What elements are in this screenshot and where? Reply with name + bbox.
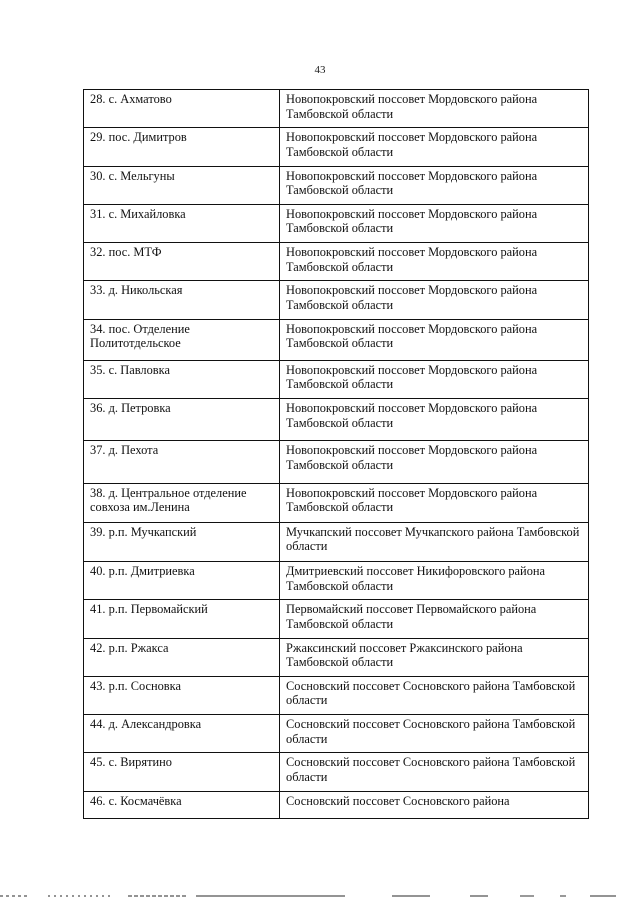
settlement-cell: 30. с. Мельгуны xyxy=(84,166,280,204)
table-row xyxy=(84,399,589,441)
settlement-cell: 35. с. Павловка xyxy=(84,360,280,398)
council-cell: Новопокровский поссовет Мордовского района Тамбовской области xyxy=(280,90,589,128)
settlement-cell: 40. р.п. Дмитриевка xyxy=(84,562,280,600)
table-row xyxy=(84,522,589,561)
settlement-cell: 41. р.п. Первомайский xyxy=(84,600,280,638)
table-row xyxy=(84,90,589,128)
council-cell: Сосновский поссовет Сосновского района Тамбовской области xyxy=(280,715,589,753)
settlement-cell: 34. пос. Отделение Политотдельское xyxy=(84,319,280,360)
settlement-cell: 32. пос. МТФ xyxy=(84,243,280,281)
table-row xyxy=(84,715,589,753)
settlement-cell: 44. д. Александровка xyxy=(84,715,280,753)
settlement-cell: 39. р.п. Мучкапский xyxy=(84,522,280,561)
table-row xyxy=(84,243,589,281)
table-row xyxy=(84,204,589,242)
settlements-table-container xyxy=(83,89,588,819)
council-cell: Новопокровский поссовет Мордовского района Тамбовской области xyxy=(280,281,589,319)
table-row xyxy=(84,600,589,638)
table-row xyxy=(84,562,589,600)
council-cell: Первомайский поссовет Первомайского района Тамбовской области xyxy=(280,600,589,638)
table-row xyxy=(84,638,589,676)
council-cell: Сосновский поссовет Сосновского района Тамбовской области xyxy=(280,676,589,714)
settlement-cell: 45. с. Вирятино xyxy=(84,753,280,791)
settlement-cell: 31. с. Михайловка xyxy=(84,204,280,242)
scan-edge-artifact xyxy=(0,893,640,899)
council-cell: Сосновский поссовет Сосновского района Тамбовской области xyxy=(280,753,589,791)
council-cell: Новопокровский поссовет Мордовского района Тамбовской области xyxy=(280,128,589,166)
council-cell: Новопокровский поссовет Мордовского района Тамбовской области xyxy=(280,204,589,242)
table-row xyxy=(84,360,589,398)
table-row xyxy=(84,128,589,166)
settlement-cell: 46. с. Космачёвка xyxy=(84,791,280,818)
table-row xyxy=(84,791,589,818)
page-number: 43 xyxy=(314,64,326,76)
settlement-cell: 37. д. Пехота xyxy=(84,441,280,483)
table-row xyxy=(84,166,589,204)
settlement-cell: 38. д. Центральное отделение совхоза им.Ленина xyxy=(84,483,280,522)
table-row xyxy=(84,319,589,360)
settlement-cell: 28. с. Ахматово xyxy=(84,90,280,128)
council-cell: Новопокровский поссовет Мордовского района Тамбовской области xyxy=(280,166,589,204)
council-cell: Новопокровский поссовет Мордовского района Тамбовской области xyxy=(280,483,589,522)
table-row xyxy=(84,281,589,319)
council-cell: Новопокровский поссовет Мордовского района Тамбовской области xyxy=(280,441,589,483)
settlements-table xyxy=(83,89,589,819)
settlement-cell: 43. р.п. Сосновка xyxy=(84,676,280,714)
table-row xyxy=(84,441,589,483)
council-cell: Новопокровский поссовет Мордовского района Тамбовской области xyxy=(280,360,589,398)
settlement-cell: 33. д. Никольская xyxy=(84,281,280,319)
council-cell: Ржаксинский поссовет Ржаксинского района Тамбовской области xyxy=(280,638,589,676)
council-cell: Мучкапский поссовет Мучкапского района Тамбовской области xyxy=(280,522,589,561)
table-row xyxy=(84,483,589,522)
settlement-cell: 36. д. Петровка xyxy=(84,399,280,441)
council-cell: Новопокровский поссовет Мордовского района Тамбовской области xyxy=(280,399,589,441)
council-cell: Дмитриевский поссовет Никифоровского района Тамбовской области xyxy=(280,562,589,600)
table-row xyxy=(84,676,589,714)
council-cell: Новопокровский поссовет Мордовского района Тамбовской области xyxy=(280,319,589,360)
settlement-cell: 29. пос. Димитров xyxy=(84,128,280,166)
settlement-cell: 42. р.п. Ржакса xyxy=(84,638,280,676)
council-cell: Сосновский поссовет Сосновского района xyxy=(280,791,589,818)
council-cell: Новопокровский поссовет Мордовского района Тамбовской области xyxy=(280,243,589,281)
table-row xyxy=(84,753,589,791)
